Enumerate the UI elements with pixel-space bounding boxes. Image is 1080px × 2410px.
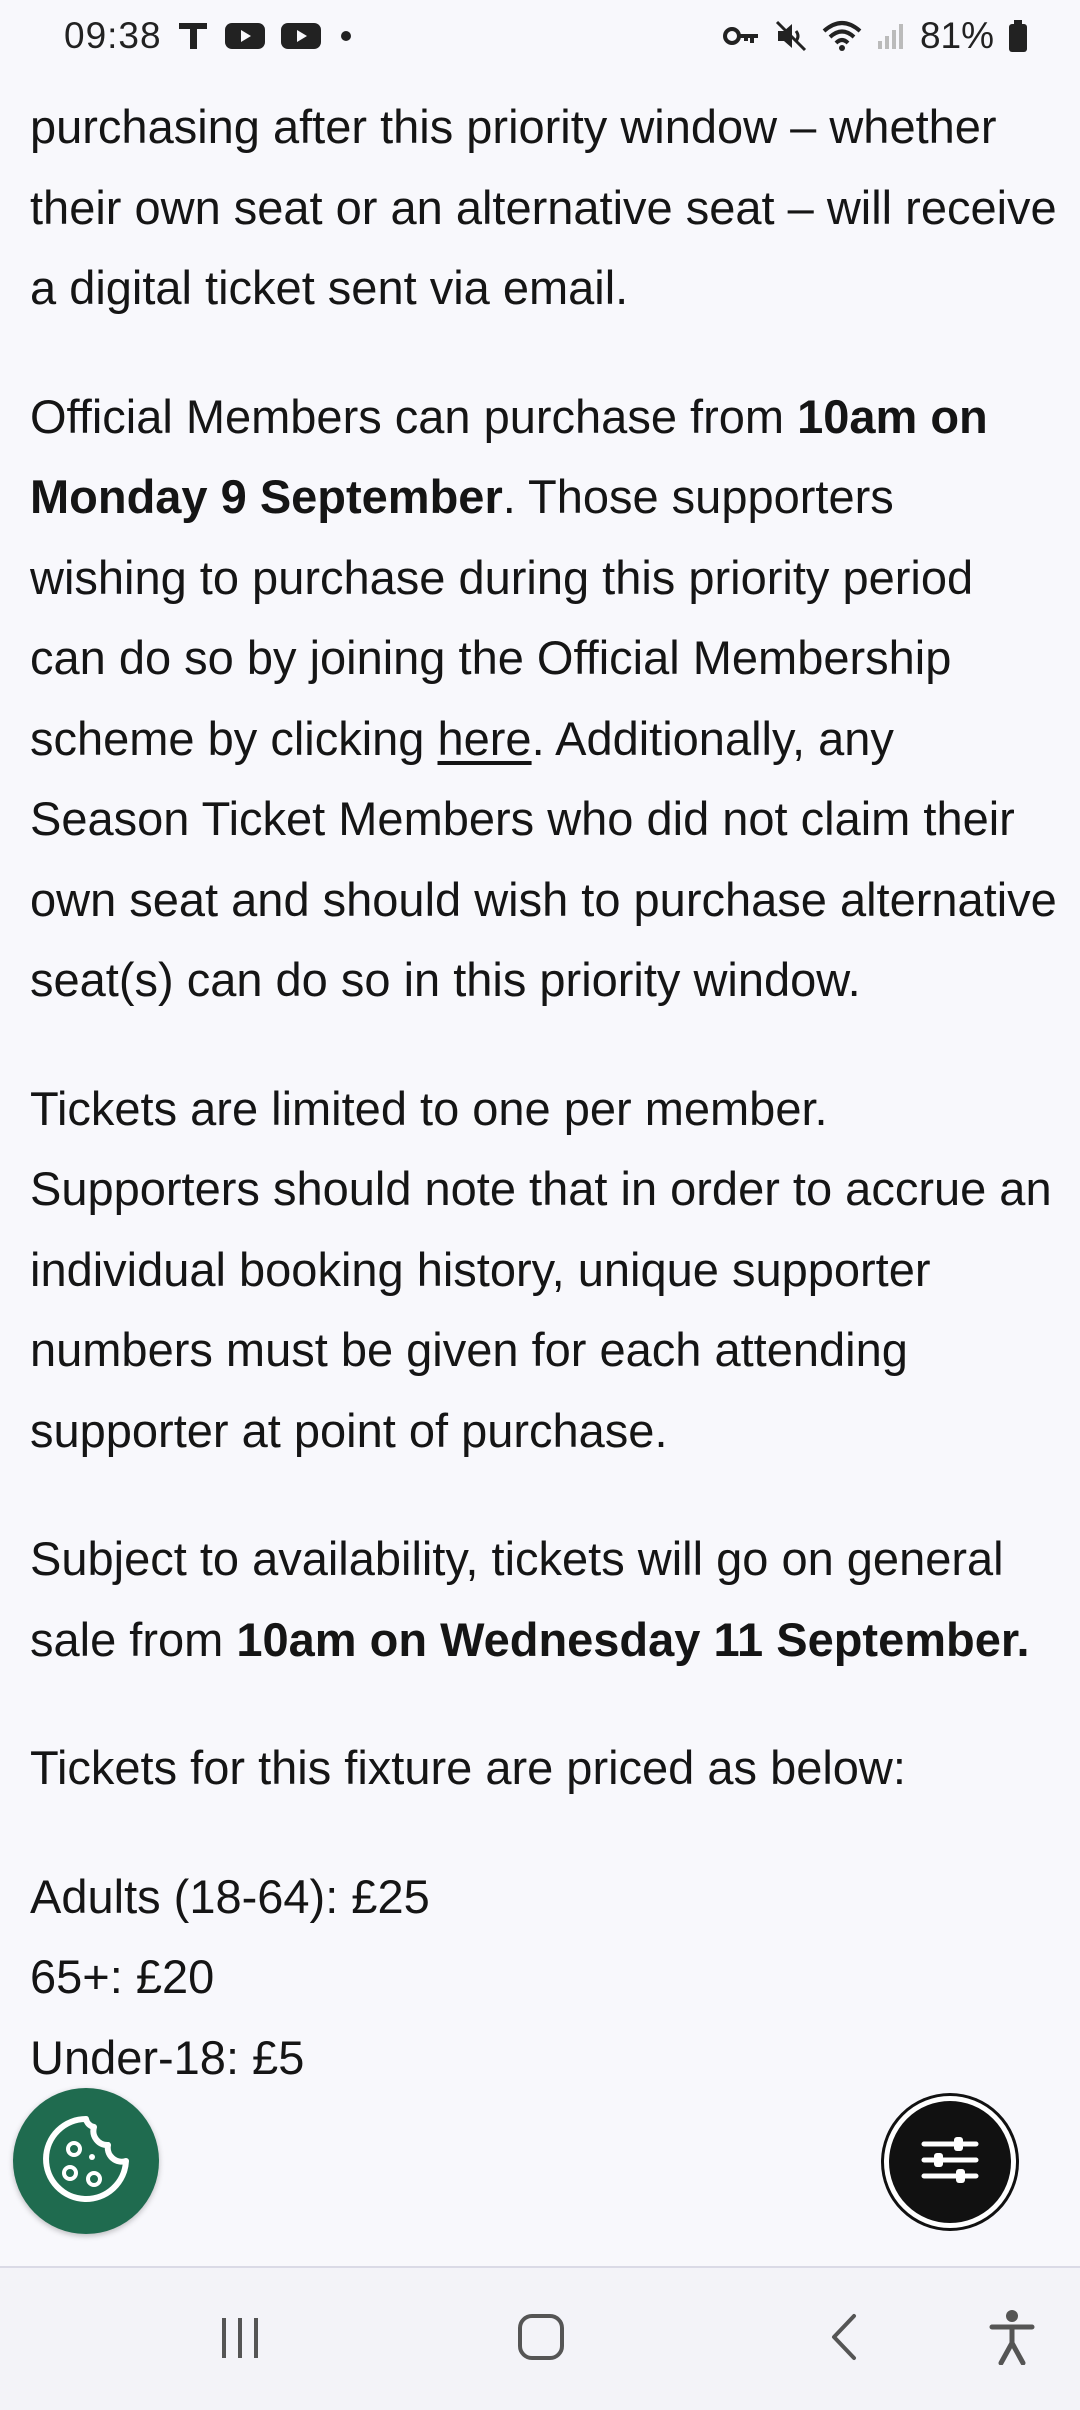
- status-right: [722, 15, 1028, 57]
- text-span: Official Members can purchase from: [30, 389, 798, 443]
- cookie-icon: [36, 2109, 136, 2214]
- price-item: Under-18: £5: [30, 2030, 305, 2084]
- battery-percent: 81%: [919, 15, 994, 56]
- paragraph-digital-ticket: purchasing after this priority window – whether their own seat or an alternative seat – will receive a digital ticket sent via email.: [30, 100, 1057, 314]
- paragraph-ticket-limit: Tickets are limited to one per member. Supporters should note that in order to accrue an individual booking history, unique supporter numbers must be given for each attending supporter at point of purchase.: [30, 1081, 1052, 1457]
- cookie-settings-button[interactable]: [13, 2088, 159, 2234]
- article-body: [30, 87, 1060, 2098]
- sliders-icon: [918, 2128, 982, 2197]
- back-button[interactable]: [785, 2268, 905, 2410]
- recents-icon: [215, 2312, 265, 2367]
- highlight-date: 10am on Wednesday 11 September.: [236, 1612, 1030, 1666]
- status-left: [64, 15, 356, 57]
- price-list: [30, 1857, 1060, 2099]
- membership-link[interactable]: here: [437, 711, 532, 765]
- status-bar: [0, 0, 1080, 72]
- battery-icon: [1008, 19, 1028, 53]
- system-nav-bar: [0, 2266, 1080, 2410]
- home-button[interactable]: [481, 2268, 601, 2410]
- recents-button[interactable]: [180, 2268, 300, 2410]
- wifi-icon: [822, 19, 862, 53]
- back-icon: [820, 2312, 870, 2367]
- paragraph-prices-intro: Tickets for this fixture are priced as below:: [30, 1741, 906, 1794]
- accessibility-button[interactable]: [952, 2268, 1072, 2410]
- paragraph-general-sale: [30, 1519, 1060, 1680]
- key-icon: [722, 23, 760, 49]
- highlight-date: 10am on Monday 9 September: [30, 389, 988, 523]
- text-span: . Those supporters wishing to purchase during this priority period can do so by joining the Official Membership scheme by clicking: [30, 470, 974, 765]
- text-span: . Additionally, any Season Ticket Members who did not claim their own seat and should wish to purchase alternative seat(s) can do so in this priority window.: [30, 711, 1057, 1006]
- clock: 09:38: [64, 15, 162, 56]
- mute-icon: [774, 19, 808, 53]
- accessibility-icon: [987, 2309, 1037, 2370]
- text-span: Subject to availability, tickets will go on general sale from: [30, 1532, 1004, 1666]
- price-item: 65+: £20: [30, 1950, 215, 2003]
- home-icon: [516, 2312, 566, 2367]
- paragraph-official-members: [30, 377, 1060, 1021]
- signal-icon: [876, 21, 906, 51]
- t-app-icon: [176, 19, 210, 53]
- price-item: Adults (18-64): £25: [30, 1869, 430, 1923]
- youtube-icon: [224, 20, 266, 52]
- dot-icon: [336, 26, 356, 46]
- accessibility-settings-button[interactable]: [884, 2096, 1016, 2228]
- youtube-icon: [280, 20, 322, 52]
